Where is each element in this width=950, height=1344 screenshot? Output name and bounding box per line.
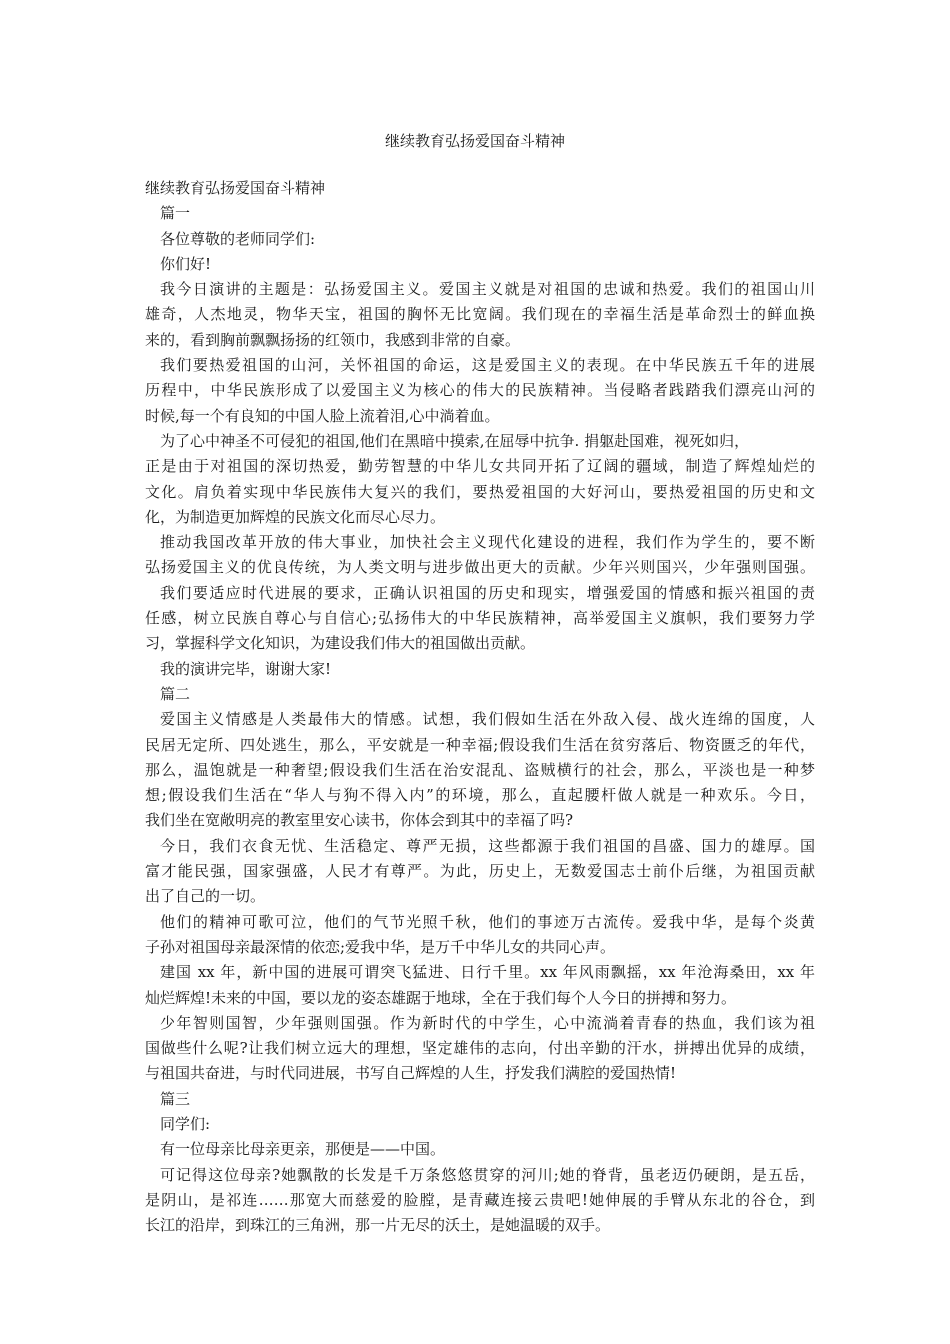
text-line: 雄奇，人杰地灵，物华天宝，祖国的胸怀无比宽阔。我们现在的幸福生活是革命烈士的鲜血换 [145,305,815,324]
text-line: 长江的沿岸，到珠江的三角洲，那一片无尽的沃土，是她温暖的双手。 [145,1216,611,1235]
text-line: 推动我国改革开放的伟大事业，加快社会主义现代化建设的进程，我们作为学生的，要不断 [160,533,815,552]
text-line: 篇三 [160,1089,191,1108]
text-line: 灿烂辉煌!未来的中国，要以龙的姿态雄踞于地球，全在于我们每个人今日的拼搏和努力。 [145,988,737,1007]
text-line: 爱国主义情感是人类最伟大的情感。试想，我们假如生活在外敌入侵、战火连绵的国度，人 [160,710,815,729]
text-line: 子孙对祖国母亲最深情的依恋;爱我中华，是万千中华儿女的共同心声。 [145,937,616,956]
text-line: 与祖国共奋进，与时代同进展，书写自己辉煌的人生，抒发我们满腔的爱国热情! [145,1064,677,1083]
text-line: 时候,每一个有良知的中国人脸上流着泪,心中淌着血。 [145,406,500,425]
text-line: 来的，看到胸前飘飘扬扬的红领巾，我感到非常的自豪。 [145,330,521,349]
text-line: 化，为制造更加辉煌的民族文化而尽心尽力。 [145,507,446,526]
text-line: 那么，温饱就是一种奢望;假设我们生活在治安混乱、盗贼横行的社会，那么，平淡也是一种梦 [145,760,815,779]
text-line: 各位尊敬的老师同学们: [160,229,316,248]
text-line: 继续教育弘扬爱国奋斗精神 [145,179,326,197]
text-line: 历程中，中华民族形成了以爱国主义为核心的伟大的民族精神。当侵略者践踏我们漂亮山河的 [145,381,815,400]
text-line: 我的演讲完毕，谢谢大家! [160,659,332,678]
text-line: 他们的精神可歌可泣，他们的气节光照千秋，他们的事迹万古流传。爱我中华，是每个炎黄 [160,912,815,931]
text-line: 有一位母亲比母亲更亲，那便是——中国。 [160,1140,446,1159]
text-line: 我们要适应时代进展的要求，正确认识祖国的历史和现实，增强爱国的情感和振兴祖国的责 [160,583,815,602]
text-line: 同学们: [160,1114,211,1133]
text-line: 国做些什么呢?让我们树立远大的理想，坚定雄伟的志向，付出辛勤的汗水，拼搏出优异的成绩， [145,1039,815,1058]
text-line: 篇一 [160,204,191,223]
page-title: 继续教育弘扬爱国奋斗精神 [384,132,565,150]
document-body [145,176,815,1238]
text-line: 想;假设我们生活在“华人与狗不得入内”的环境，那么，直起腰杆做人就是一种欢乐。今日， [145,786,815,805]
text-line: 正是由于对祖国的深切热爱，勤劳智慧的中华儿女共同开拓了辽阔的疆域，制造了辉煌灿烂的 [145,457,815,476]
text-line: 文化。肩负着实现中华民族伟大复兴的我们，要热爱祖国的大好河山，要热爱祖国的历史和文 [145,482,815,501]
text-line: 可记得这位母亲?她飘散的长发是千万条悠悠贯穿的河川;她的脊背，虽老迈仍硬朗，是五岳， [160,1165,815,1184]
text-line: 民居无定所、四处逃生，那么，平安就是一种幸福;假设我们生活在贫穷落后、物资匮乏的年代， [145,735,815,754]
text-line: 你们好! [160,254,212,273]
text-line: 出了自己的一切。 [145,887,266,906]
text-line: 今日，我们衣食无忧、生活稳定、尊严无损，这些都源于我们祖国的昌盛、国力的雄厚。国 [160,836,815,855]
text-line: 建国 xx 年，新中国的进展可谓突飞猛进、日行千里。xx 年风雨飘摇，xx 年沧海桑田，xx 年 [160,963,815,982]
text-line: 我们坐在宽敞明亮的教室里安心读书，你体会到其中的幸福了吗? [145,811,574,830]
text-line: 我今日演讲的主题是：弘扬爱国主义。爱国主义就是对祖国的忠诚和热爱。我们的祖国山川 [160,280,815,299]
text-line: 富才能民强，国家强盛，人民才有尊严。为此，历史上，无数爱国志士前仆后继，为祖国贡献 [145,862,815,881]
text-line: 为了心中神圣不可侵犯的祖国,他们在黑暗中摸索,在屈辱中抗争. 捐躯赴国难，视死如归， [160,431,750,450]
text-line: 任感，树立民族自尊心与自信心;弘扬伟大的中华民族精神，高举爱国主义旗帜，我们要努力学 [145,609,815,628]
text-line: 我们要热爱祖国的山河，关怀祖国的命运，这是爱国主义的表现。在中华民族五千年的进展 [160,356,815,375]
text-line: 是阴山，是祁连……那宽大而慈爱的脸膛，是青藏连接云贵吧!她伸展的手臂从东北的谷仓，到 [145,1190,815,1209]
text-line: 篇二 [160,684,191,703]
text-line: 弘扬爱国主义的优良传统，为人类文明与进步做出更大的贡献。少年兴则国兴，少年强则国强。 [145,558,815,577]
text-line: 习，掌握科学文化知识，为建设我们伟大的祖国做出贡献。 [145,634,536,653]
text-line: 少年智则国智，少年强则国强。作为新时代的中学生，心中流淌着青春的热血，我们该为祖 [160,1013,815,1032]
